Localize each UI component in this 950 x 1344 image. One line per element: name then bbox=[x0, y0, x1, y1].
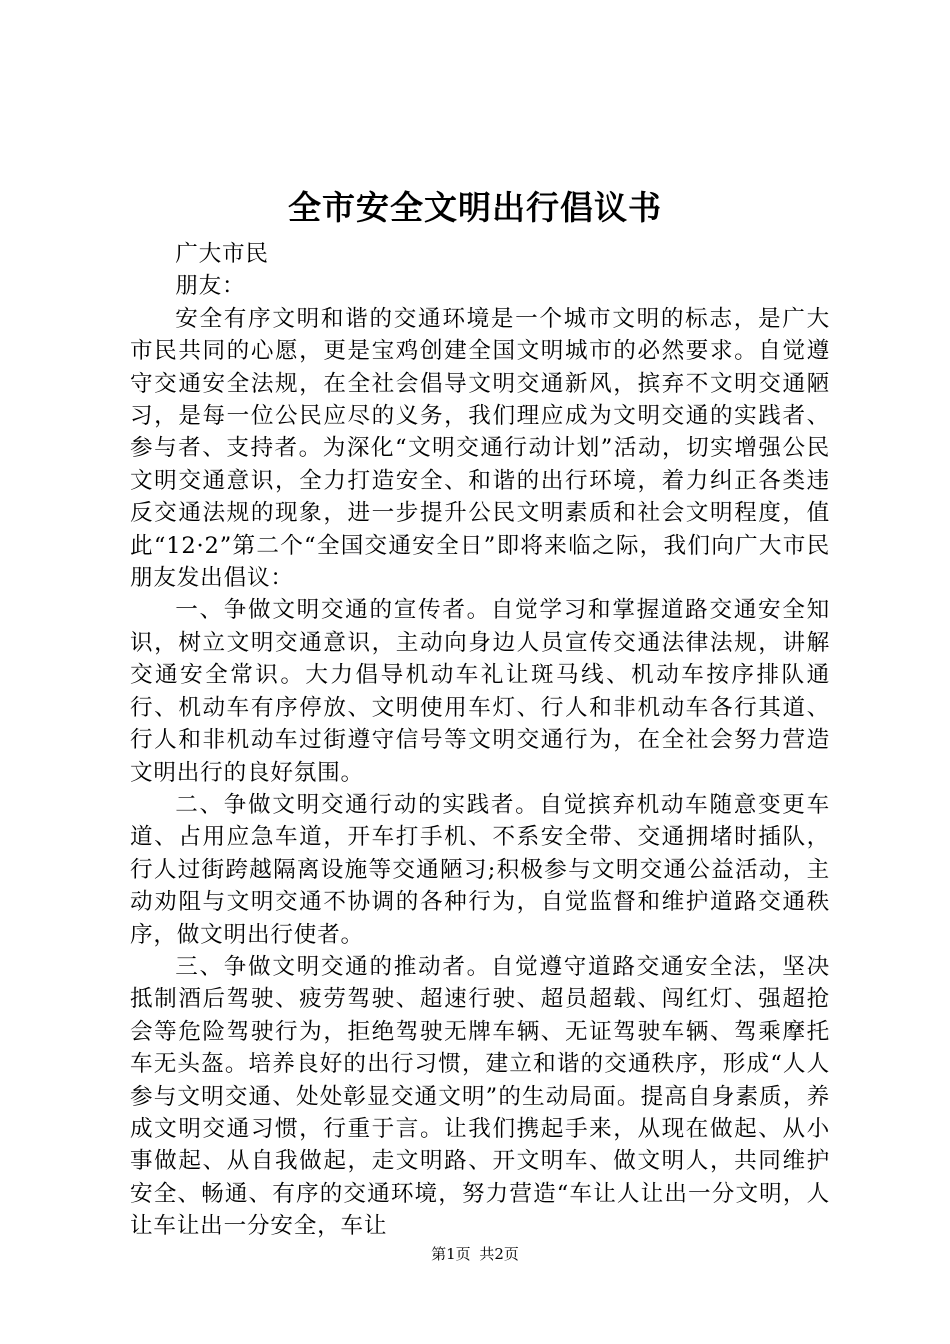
paragraph-item-2: 二、争做文明交通行动的实践者。自觉摈弃机动车随意变更车道、占用应急车道，开车打手机、不系安全带、交通拥堵时插队，行人过街跨越隔离设施等交通陋习;积极参与文明交通公益活动，主动劝阻与文明交通不协调的各种行为，自觉监督和维护道路交通秩序，做文明出行使者。 bbox=[130, 791, 830, 948]
salutation-line-2: 朋友： bbox=[175, 273, 246, 300]
paragraph-intro: 安全有序文明和谐的交通环境是一个城市文明的标志，是广大市民共同的心愿，更是宝鸡创建全国文明城市的必然要求。自觉遵守交通安全法规，在全社会倡导文明交通新风，摈弃不文明交通陋习，是每一位公民应尽的义务，我们理应成为文明交通的实践者、参与者、支持者。为深化“文明交通行动计划”活动，切实增强公民文明交通意识，全力打造安全、和谐的出行环境，着力纠正各类违反交通法规的现象，进一步提升公民文明素质和社会文明程度，值此“12·2”第二个“全国交通安全日”即将来临之际，我们向广大市民朋友发出倡议： bbox=[130, 305, 830, 592]
page-total: 共2页 bbox=[479, 1245, 519, 1263]
paragraph-item-3: 三、争做文明交通的推动者。自觉遵守道路交通安全法，坚决抵制酒后驾驶、疲劳驾驶、超速行驶、超员超载、闯红灯、强超抢会等危险驾驶行为，拒绝驾驶无牌车辆、无证驾驶车辆、驾乘摩托车无头盔。培养良好的出行习惯，建立和谐的交通秩序，形成“人人参与文明交通、处处彰显交通文明”的生动局面。提高自身素质，养成文明交通习惯，行重于言。让我们携起手来，从现在做起、从小事做起、从自我做起，走文明路、开文明车、做文明人，共同维护安全、畅通、有序的交通环境，努力营造“车让人让出一分文明，人让车让出一分安全，车让 bbox=[130, 953, 830, 1240]
document-body bbox=[130, 238, 830, 1243]
paragraph-item-1: 一、争做文明交通的宣传者。自觉学习和掌握道路交通安全知识，树立文明交通意识，主动向身边人员宣传交通法律法规，讲解交通安全常识。大力倡导机动车礼让斑马线、机动车按序排队通行、机动车有序停放、文明使用车灯、行人和非机动车各行其道、行人和非机动车过街遵守信号等文明交通行为，在全社会努力营造文明出行的良好氛围。 bbox=[130, 597, 830, 786]
page-number: 第1页 bbox=[431, 1245, 471, 1263]
document-title: 全市安全文明出行倡议书 bbox=[288, 188, 662, 227]
page-footer bbox=[0, 1244, 950, 1264]
salutation-line-1: 广大市民 bbox=[175, 241, 269, 267]
